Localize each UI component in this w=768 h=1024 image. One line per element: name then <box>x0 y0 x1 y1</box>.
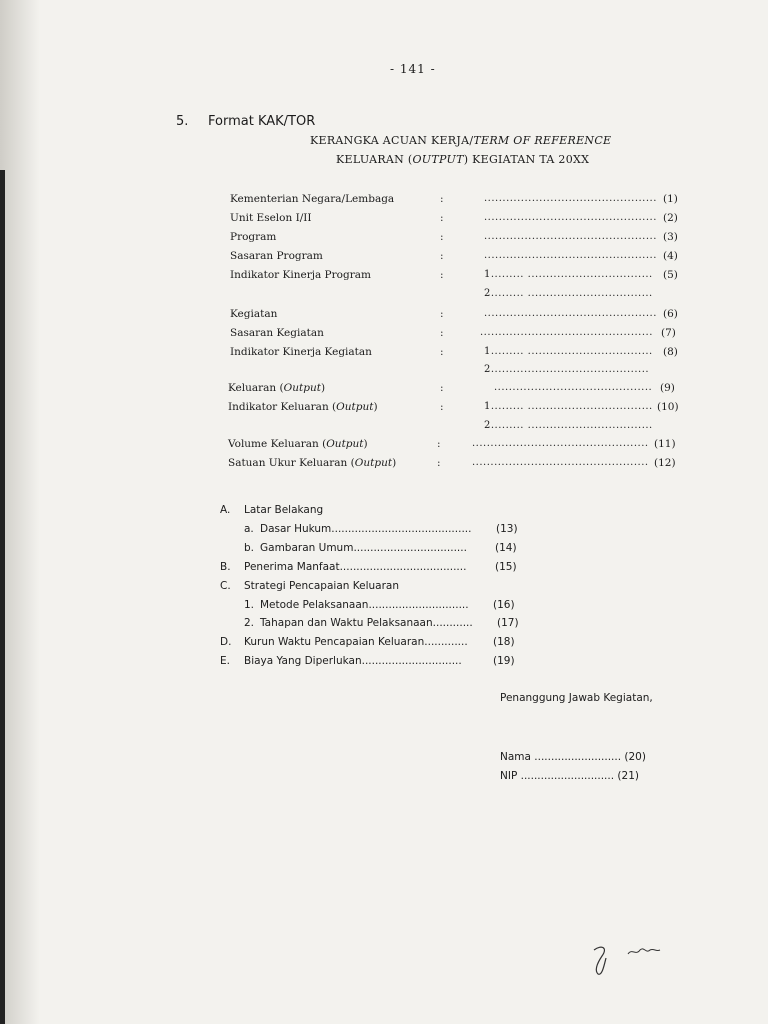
form-label: Satuan Ukur Keluaran (Output) <box>228 457 397 469</box>
form-colon: : <box>440 401 444 413</box>
form-label: Kementerian Negara/Lembaga <box>230 193 395 205</box>
outline-ref: (18) <box>493 636 515 648</box>
form-label: Sasaran Program <box>230 250 323 262</box>
outline-marker: a. <box>244 523 254 535</box>
form-ref: (11) <box>654 438 676 450</box>
form-label: Kegiatan <box>230 308 278 320</box>
outline-ref: (13) <box>496 523 518 535</box>
outline-text: Strategi Pencapaian Keluaran <box>244 580 399 592</box>
form-ref: (3) <box>663 231 678 243</box>
form-label: Volume Keluaran (Output) <box>228 438 368 450</box>
outline-ref: (15) <box>495 561 517 573</box>
section-title: Format KAK/TOR <box>208 114 316 129</box>
form-colon: : <box>437 457 441 469</box>
form-entry: 2........................................... <box>484 364 650 375</box>
page-shadow <box>0 0 40 1024</box>
signature-name-line: Nama .......................... (20) <box>500 751 646 763</box>
form-colon: : <box>440 212 444 224</box>
form-colon: : <box>440 269 444 281</box>
form-ref: (5) <box>663 269 678 281</box>
outline-marker: D. <box>220 636 232 648</box>
outline-text: Tahapan dan Waktu Pelaksanaan............ <box>260 617 473 629</box>
title-italic: TERM OF REFERENCE <box>473 134 612 147</box>
form-colon: : <box>440 231 444 243</box>
form-colon: : <box>440 308 444 320</box>
form-ref: (10) <box>657 401 679 413</box>
outline-marker: 2. <box>244 617 255 629</box>
outline-text: Penerima Manfaat...................................... <box>244 561 467 573</box>
form-label: Indikator Kinerja Program <box>230 269 371 281</box>
form-label: Keluaran (Output) <box>228 382 326 394</box>
form-entry: 2......... .................................. <box>484 420 653 431</box>
form-colon: : <box>440 250 444 262</box>
section-heading <box>176 114 316 129</box>
form-entry: ................................................ <box>472 457 649 468</box>
form-colon: : <box>440 327 444 339</box>
form-colon: : <box>440 193 444 205</box>
form-label: Program <box>230 231 277 243</box>
form-ref: (4) <box>663 250 678 262</box>
outline-marker: 1. <box>244 599 255 611</box>
form-entry: ............................................... <box>484 193 657 204</box>
form-entry: 1......... .................................. <box>484 269 653 280</box>
form-label: Indikator Keluaran (Output) <box>228 401 378 413</box>
title-italic: OUTPUT <box>412 153 464 166</box>
form-ref: (9) <box>660 382 675 394</box>
form-colon: : <box>440 346 444 358</box>
outline-text: Biaya Yang Diperlukan.............................. <box>244 655 462 667</box>
form-entry: 2......... .................................. <box>484 288 653 299</box>
form-ref: (12) <box>654 457 676 469</box>
outline-marker: A. <box>220 504 231 516</box>
form-entry: ............................................... <box>480 327 653 338</box>
outline-marker: C. <box>220 580 231 592</box>
page-number: - 141 - <box>390 62 436 76</box>
outline-ref: (17) <box>497 617 519 629</box>
handwritten-initials <box>588 940 668 980</box>
form-colon: : <box>440 382 444 394</box>
form-ref: (7) <box>661 327 676 339</box>
form-entry: ............................................... <box>484 231 657 242</box>
outline-marker: B. <box>220 561 231 573</box>
form-entry: ............................................... <box>484 212 657 223</box>
outline-text: Kurun Waktu Pencapaian Keluaran............. <box>244 636 468 648</box>
signature-title: Penanggung Jawab Kegiatan, <box>500 692 653 704</box>
form-ref: (1) <box>663 193 678 205</box>
form-colon: : <box>437 438 441 450</box>
form-ref: (2) <box>663 212 678 224</box>
form-entry: 1......... .................................. <box>484 401 653 412</box>
outline-ref: (16) <box>493 599 515 611</box>
title-prefix: KERANGKA ACUAN KERJA/ <box>310 134 474 147</box>
title-prefix: KELUARAN ( <box>336 153 413 166</box>
form-entry: ............................................... <box>484 308 657 319</box>
outline-marker: b. <box>244 542 255 554</box>
form-entry: ................................................ <box>472 438 649 449</box>
outline-ref: (14) <box>495 542 517 554</box>
page-edge <box>0 170 5 1024</box>
outline-ref: (19) <box>493 655 515 667</box>
form-entry: ........................................... <box>494 382 653 393</box>
outline-text: Metode Pelaksanaan.............................. <box>260 599 469 611</box>
form-label: Indikator Kinerja Kegiatan <box>230 346 372 358</box>
form-label: Unit Eselon I/II <box>230 212 312 224</box>
outline-marker: E. <box>220 655 230 667</box>
form-label: Sasaran Kegiatan <box>230 327 324 339</box>
outline-text: Latar Belakang <box>244 504 324 516</box>
signature-nip-line: NIP ............................ (21) <box>500 770 639 782</box>
form-ref: (8) <box>663 346 678 358</box>
form-entry: 1......... .................................. <box>484 346 653 357</box>
form-ref: (6) <box>663 308 678 320</box>
outline-text: Gambaran Umum.................................. <box>260 542 467 554</box>
outline-text: Dasar Hukum.......................................... <box>260 523 472 535</box>
section-number: 5. <box>176 114 189 129</box>
document-title-line-1 <box>310 134 611 147</box>
document-title-line-2 <box>336 153 589 166</box>
form-entry: ............................................... <box>484 250 657 261</box>
title-suffix: ) KEGIATAN TA 20XX <box>463 153 590 166</box>
